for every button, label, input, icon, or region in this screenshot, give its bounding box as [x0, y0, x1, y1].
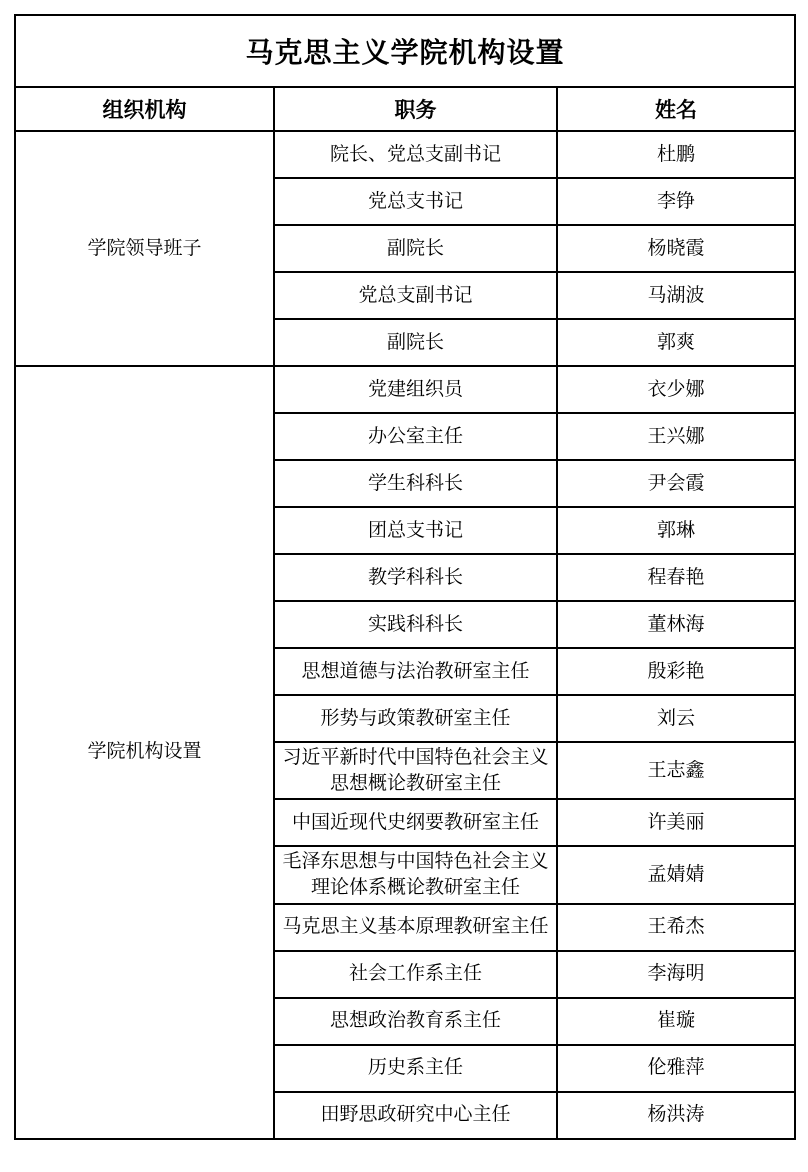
name-cell: 崔璇	[557, 998, 795, 1045]
position-cell: 副院长	[274, 319, 557, 366]
name-cell: 郭琳	[557, 507, 795, 554]
name-cell: 许美丽	[557, 799, 795, 846]
header-row	[15, 87, 795, 131]
position-cell: 历史系主任	[274, 1045, 557, 1092]
position-cell: 毛泽东思想与中国特色社会主义理论体系概论教研室主任	[274, 846, 557, 903]
name-cell: 李铮	[557, 178, 795, 225]
group-cell-1: 学院领导班子	[15, 131, 274, 366]
name-cell: 衣少娜	[557, 366, 795, 413]
position-cell: 团总支书记	[274, 507, 557, 554]
position-cell: 形势与政策教研室主任	[274, 695, 557, 742]
position-cell: 党总支副书记	[274, 272, 557, 319]
table-row	[15, 366, 795, 413]
name-cell: 郭爽	[557, 319, 795, 366]
column-header-name: 姓名	[557, 87, 795, 131]
name-cell: 殷彩艳	[557, 648, 795, 695]
name-cell: 王志鑫	[557, 742, 795, 799]
position-cell: 社会工作系主任	[274, 951, 557, 998]
table-body	[15, 131, 795, 1139]
name-cell: 杨晓霞	[557, 225, 795, 272]
position-cell: 副院长	[274, 225, 557, 272]
org-structure-table	[14, 14, 796, 1140]
name-cell: 王希杰	[557, 904, 795, 951]
position-cell: 实践科科长	[274, 601, 557, 648]
name-cell: 伦雅萍	[557, 1045, 795, 1092]
column-header-organization: 组织机构	[15, 87, 274, 131]
title-row	[15, 15, 795, 87]
table-title: 马克思主义学院机构设置	[15, 15, 795, 87]
position-cell: 办公室主任	[274, 413, 557, 460]
position-cell: 田野思政研究中心主任	[274, 1092, 557, 1139]
position-cell: 院长、党总支副书记	[274, 131, 557, 178]
name-cell: 程春艳	[557, 554, 795, 601]
name-cell: 马湖波	[557, 272, 795, 319]
position-cell: 思想道德与法治教研室主任	[274, 648, 557, 695]
position-cell: 教学科科长	[274, 554, 557, 601]
position-cell: 党总支书记	[274, 178, 557, 225]
position-cell: 习近平新时代中国特色社会主义思想概论教研室主任	[274, 742, 557, 799]
position-cell: 中国近现代史纲要教研室主任	[274, 799, 557, 846]
name-cell: 孟婧婧	[557, 846, 795, 903]
name-cell: 刘云	[557, 695, 795, 742]
position-cell: 党建组织员	[274, 366, 557, 413]
name-cell: 李海明	[557, 951, 795, 998]
group-cell-2: 学院机构设置	[15, 366, 274, 1139]
position-cell: 马克思主义基本原理教研室主任	[274, 904, 557, 951]
name-cell: 董林海	[557, 601, 795, 648]
name-cell: 王兴娜	[557, 413, 795, 460]
column-header-position: 职务	[274, 87, 557, 131]
position-cell: 学生科科长	[274, 460, 557, 507]
table-row	[15, 131, 795, 178]
name-cell: 尹会霞	[557, 460, 795, 507]
position-cell: 思想政治教育系主任	[274, 998, 557, 1045]
name-cell: 杨洪涛	[557, 1092, 795, 1139]
name-cell: 杜鹏	[557, 131, 795, 178]
